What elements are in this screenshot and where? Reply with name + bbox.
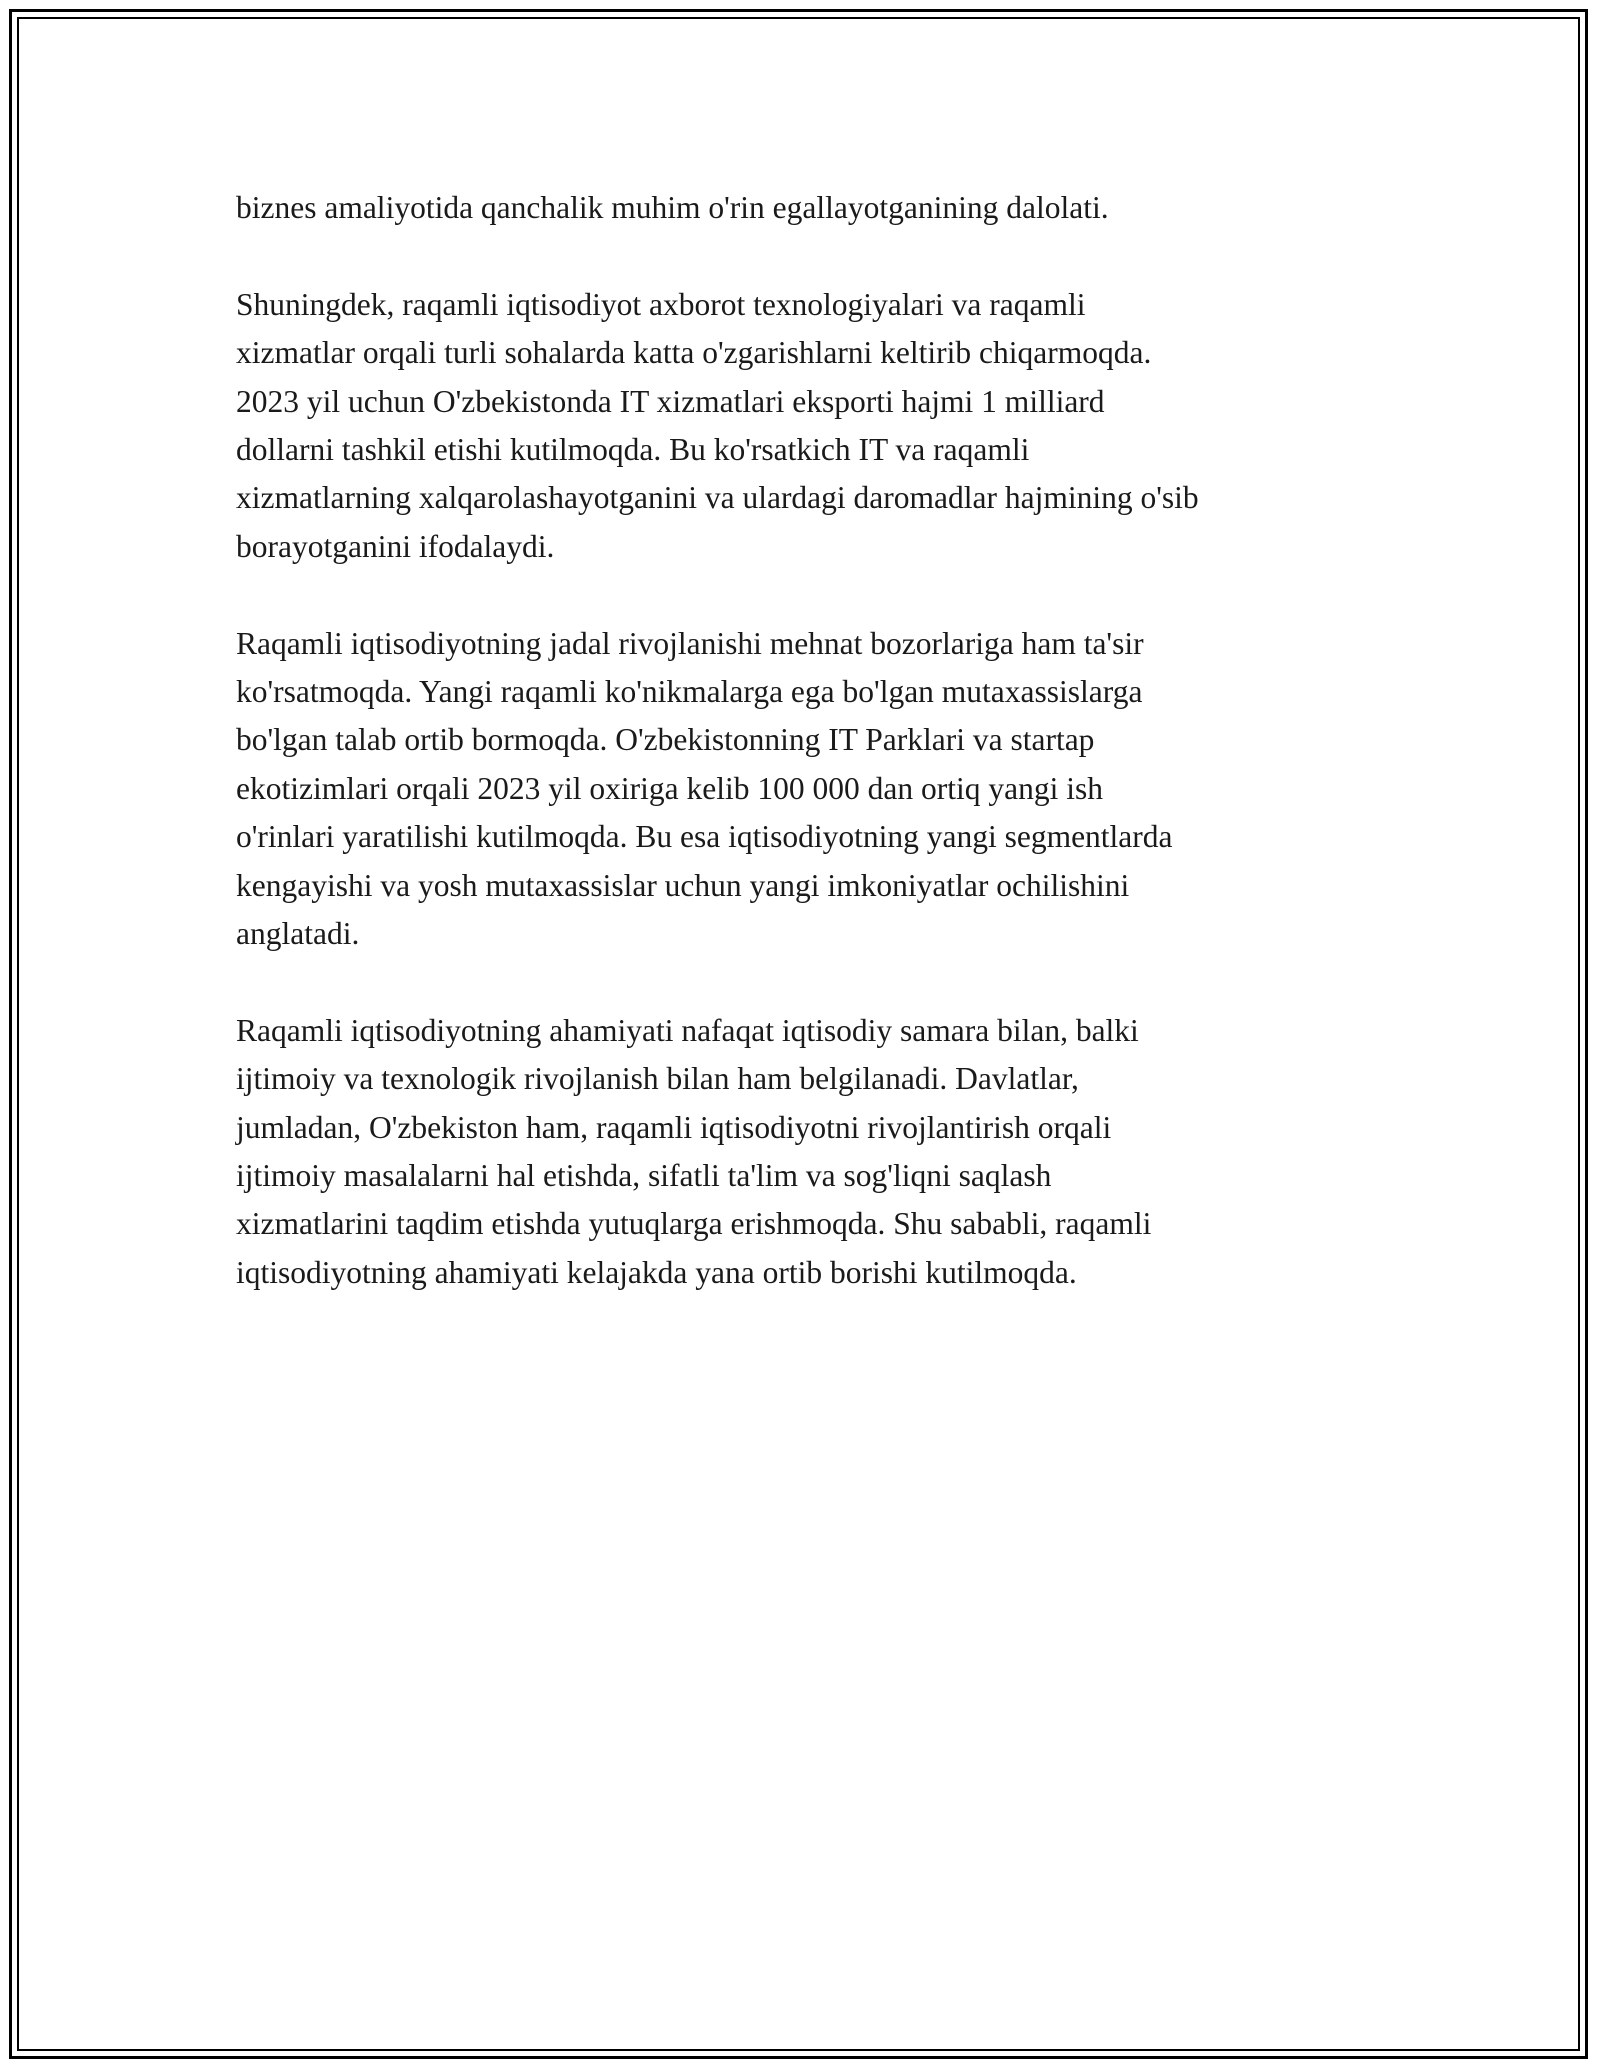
document-body [236,184,1366,1346]
paragraph-4: Raqamli iqtisodiyotning ahamiyati nafaqat iqtisodiy samara bilan, balki ijtimoiy va texnologik rivojlanish bilan ham belgilanadi. Davlatlar, jumladan, O'zbekiston ham, raqamli iqtisodiyotni rivojlantirish orqali ijtimoiy masalalarni hal etishda, sifatli ta'lim va sog'liqni saqlash xizmatlarini taqdim etishda yutuqlarga erishmoqda. Shu sababli, raqamli iqtisodiyotning ahamiyati kelajakda yana ortib borishi kutilmoqda. [236,1012,1152,1290]
paragraph-1: biznes amaliyotida qanchalik muhim o'rin egallayotganining dalolati. [236,190,1109,225]
paragraph-3: Raqamli iqtisodiyotning jadal rivojlanishi mehnat bozorlariga ham ta'sir ko'rsatmoqda. Yangi raqamli ko'nikmalarga ega bo'lgan mutaxassislarga bo'lgan talab ortib bormoqda. O'zbekistonning IT Parklari va startap ekotizimlari orqali 2023 yil oxiriga kelib 100 000 dan ortiq yangi ish o'rinlari yaratilishi kutilmoqda. Bu esa iqtisodiyotning yangi segmentlarda kengayishi va yosh mutaxassislar uchun yangi imkoniyatlar ochilishini anglatadi. [236,625,1173,952]
paragraph-2: Shuningdek, raqamli iqtisodiyot axborot texnologiyalari va raqamli xizmatlar orqali turli sohalarda katta o'zgarishlarni keltirib chiqarmoqda. 2023 yil uchun O'zbekistonda IT xizmatlari eksporti hajmi 1 milliard dollarni tashkil etishi kutilmoqda. Bu ko'rsatkich IT va raqamli xizmatlarning xalqarolashayotganini va ulardagi daromadlar hajmining o'sib borayotganini ifodalaydi. [236,286,1199,564]
